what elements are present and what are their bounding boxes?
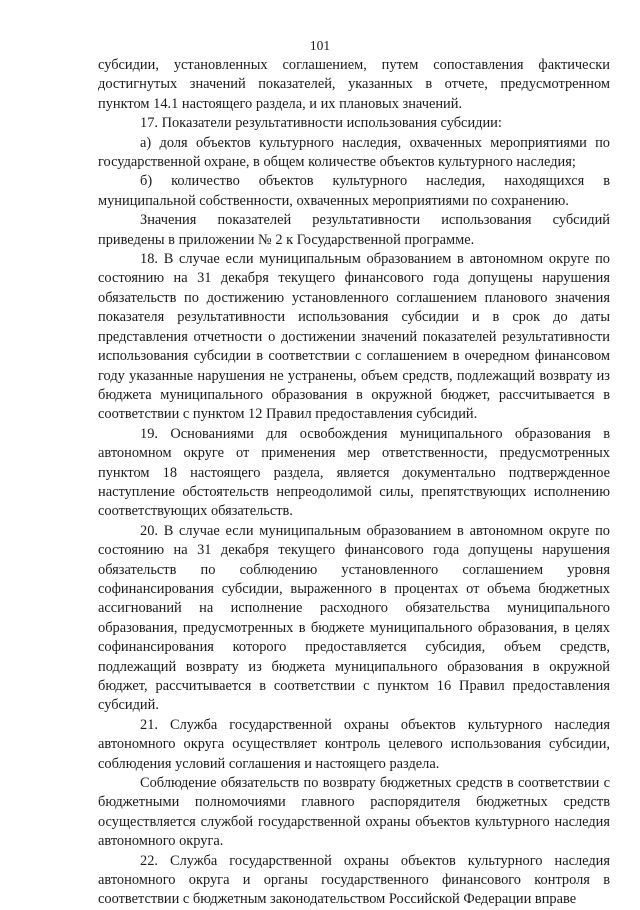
paragraph-item-19: 19. Основаниями для освобождения муниципального образования в автономном округе от применения мер ответственности, предусмотренных пунктом 18 настоящего раздела, является документально подтвержденное наступление обстоятельств непреодолимой силы, препятствующих исполнению соответствующих обязательств. <box>98 425 610 520</box>
paragraph-item-17b: б) количество объектов культурного наследия, находящихся в муниципальной собственности, охваченных мероприятиями по сохранению. <box>98 173 610 209</box>
page-number: 101 <box>309 38 331 53</box>
paragraph-item-20: 20. В случае если муниципальным образованием в автономном округе по состоянию на 31 декабря текущего финансового года допущены нарушения обязательств по соблюдению установленного соглашением уровня софинансирования субсидии, выраженного в процентах от объема бюджетных ассигнований на исполнение расходного обязательства муниципального образования, предусмотренных в бюджете муниципального образования, в целях софинансирования которого предоставляется субсидия, объем средств, подлежащий возврату из бюджета муниципального образования в окружной бюджет, рассчитывается в соответствии с пунктом 16 Правил предоставления субсидий. <box>98 522 610 714</box>
document-body <box>98 56 610 910</box>
paragraph-continuation: субсидии, установленных соглашением, путем сопоставления фактически достигнутых значений показателей, указанных в отчете, предусмотренном пунктом 14.1 настоящего раздела, и их плановых значений. <box>98 57 610 112</box>
paragraph-item-22: 22. Служба государственной охраны объектов культурного наследия автономного округа и органы государственного финансового контроля в соответствии с бюджетным законодательством Российской Федерации вправе <box>98 852 610 908</box>
paragraph-item-18: 18. В случае если муниципальным образованием в автономном округе по состоянию на 31 декабря текущего финансового года допущены нарушения обязательств по достижению установленного соглашением планового значения показателя результативности использования субсидии и в срок до даты представления отчетности о достижении значений показателей результативности использования субсидии в соответствии с соглашением в очередном финансовом году указанные нарушения не устранены, объем средств, подлежащий возврату из бюджета муниципального образования в окружной бюджет, рассчитывается в соответствии с пунктом 12 Правил предоставления субсидий. <box>98 251 610 423</box>
paragraph-item-17: 17. Показатели результативности использования субсидии: <box>140 115 502 132</box>
paragraph-item-21: 21. Служба государственной охраны объектов культурного наследия автономного округа осуществляет контроль целевого использования субсидии, соблюдения условий соглашения и настоящего раздела. <box>98 716 610 772</box>
paragraph-item-17a: а) доля объектов культурного наследия, охваченных мероприятиями по государственной охране, в общем количестве объектов культурного наследия; <box>98 134 610 171</box>
paragraph-budget-obligations: Соблюдение обязательств по возврату бюджетных средств в соответствии с бюджетными полномочиями главного распорядителя бюджетных средств осуществляется службой государственной охраны объектов культурного наследия автономного округа. <box>98 775 610 850</box>
paragraph-indicator-values: Значения показателей результативности использования субсидий приведены в приложении № 2 к Государственной программе. <box>98 212 610 248</box>
